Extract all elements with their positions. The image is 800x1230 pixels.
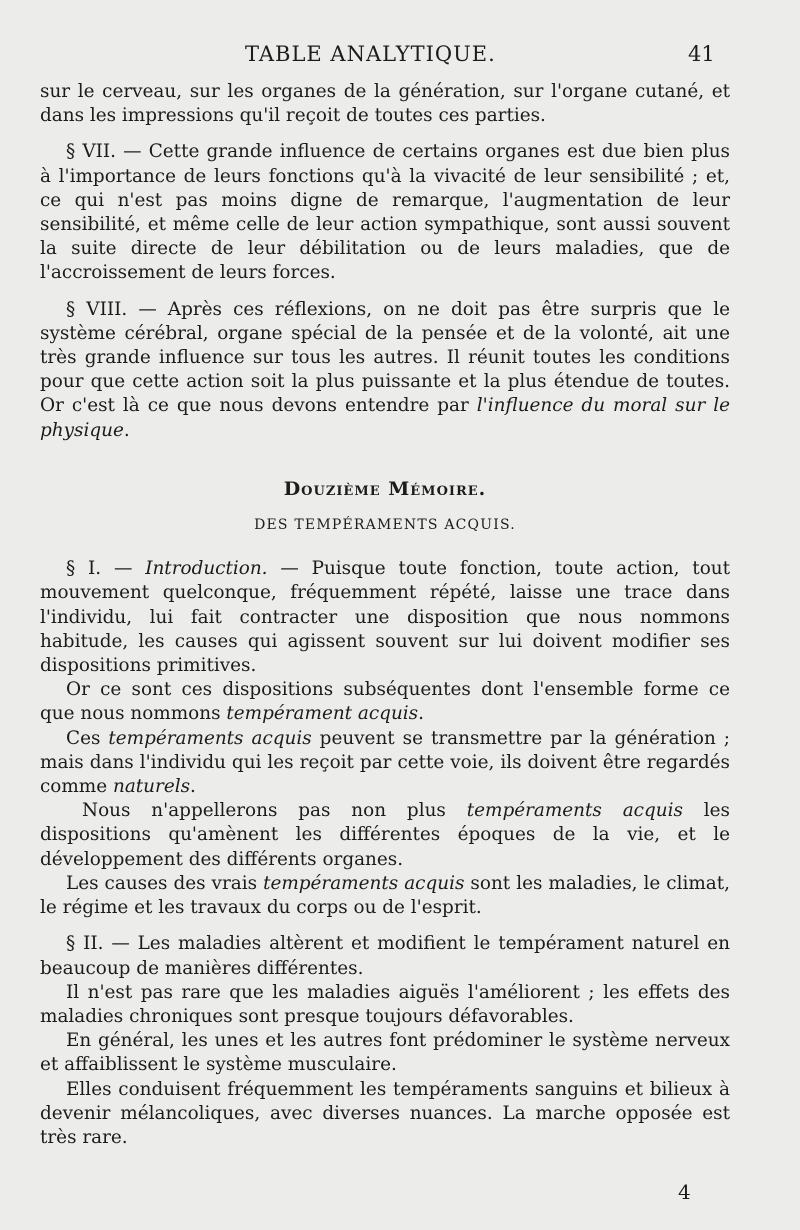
italic-run: tempéraments acquis (466, 800, 683, 822)
page-number: 41 (688, 42, 715, 66)
body-text (40, 80, 730, 1150)
paragraph-or (40, 678, 730, 726)
paragraph-nous (40, 799, 730, 872)
italic-run: l'influence du moral sur le physique (40, 395, 730, 441)
paragraph-continuation: sur le cerveau, sur les organes de la génération, sur l'organe cutané, et dans les impressions qu'il reçoit de toutes ces parties. (40, 81, 730, 127)
text-run: peuvent se transmettre par la génération ; mais dans l'individu qui les reçoit par cette voie, ils doivent être regardés comme (40, 727, 730, 798)
italic-run: tempéraments acquis (108, 727, 312, 749)
text-run: Nous n'appellerons pas non plus (82, 800, 467, 822)
memoire-title: Douzième Mémoire. (283, 477, 487, 500)
italic-run: tempérament acquis (226, 703, 419, 725)
text-run: . (123, 419, 130, 441)
text-run: les dispositions qu'amènent les différentes époques de la vie, et le développement des différents organes. (40, 800, 730, 870)
text-run: § VIII. — Après ces réflexions, on ne doit pas être surpris que le système cérébral, organe spécial de la pensée et de la volonté, ait une très grande influence sur tous les autres. Il réunit toutes les conditions pour que cette action soit la plus puissante et la plus étendue de toutes. Or c'est là ce que nous devons entendre par (40, 298, 730, 417)
memoire-subtitle: DES TEMPÉRAMENTS ACQUIS. (254, 517, 516, 534)
text-run: Ces (66, 727, 109, 749)
paragraph-general: En général, les unes et les autres font prédominer le système nerveux et affaiblissent le système musculaire. (40, 1030, 730, 1076)
paragraph-rare: Il n'est pas rare que les maladies aiguës l'améliorent ; les effets des maladies chroniques sont presque toujours défavorables. (40, 981, 730, 1027)
text-run: § I. — (66, 558, 146, 580)
paragraph-section-ii: § II. — Les maladies altèrent et modifient le tempérament naturel en beaucoup de manières différentes. (40, 933, 730, 979)
text-run: — Puisque toute fonction, toute action, tout mouvement quelconque, fréquemment répété, laisse une trace dans l'individu, lui fait contracter une disposition que nous nommons habitude, les causes qui agissent souvent sur lui doivent modifier ses dispositions primitives. (40, 558, 730, 677)
signature-mark: 4 (678, 1180, 691, 1204)
running-title: TABLE ANALYTIQUE. (245, 42, 496, 66)
page-header (0, 42, 800, 72)
text-run: Les causes des vrais (66, 872, 264, 894)
italic-run: naturels (112, 776, 191, 798)
paragraph-causes (40, 872, 730, 920)
text-run: . (190, 776, 196, 798)
italic-run: tempéraments acquis (263, 872, 465, 894)
paragraph-ces (40, 727, 730, 800)
paragraph-section-i (40, 557, 730, 678)
paragraph-elles: Elles conduisent fréquemment les tempéraments sanguins et bilieux à devenir mélancoliques, avec diverses nuances. La marche opposée est très rare. (40, 1078, 730, 1148)
paragraph-section-viii (40, 298, 730, 443)
text-run: Or ce sont ces dispositions subséquentes dont l'ensemble forme ce que nous nommons (40, 679, 730, 725)
text-run: sont les maladies, le climat, le régime et les travaux du corps ou de l'esprit. (40, 872, 731, 919)
paragraph-section-vii: § VII. — Cette grande influence de certains organes est due bien plus à l'importance de leurs fonctions qu'à la vivacité de leur sensibilité ; et, ce qui n'est pas moins digne de remarque, l'augmentation de leur sensibilité, et même celle de leur action sympathique, sont aussi souvent la suite directe de leur débilitation ou de leurs maladies, que de l'accroissement de leurs forces. (40, 141, 730, 284)
text-run: . (418, 703, 424, 725)
italic-run: Introduction. (145, 558, 268, 580)
